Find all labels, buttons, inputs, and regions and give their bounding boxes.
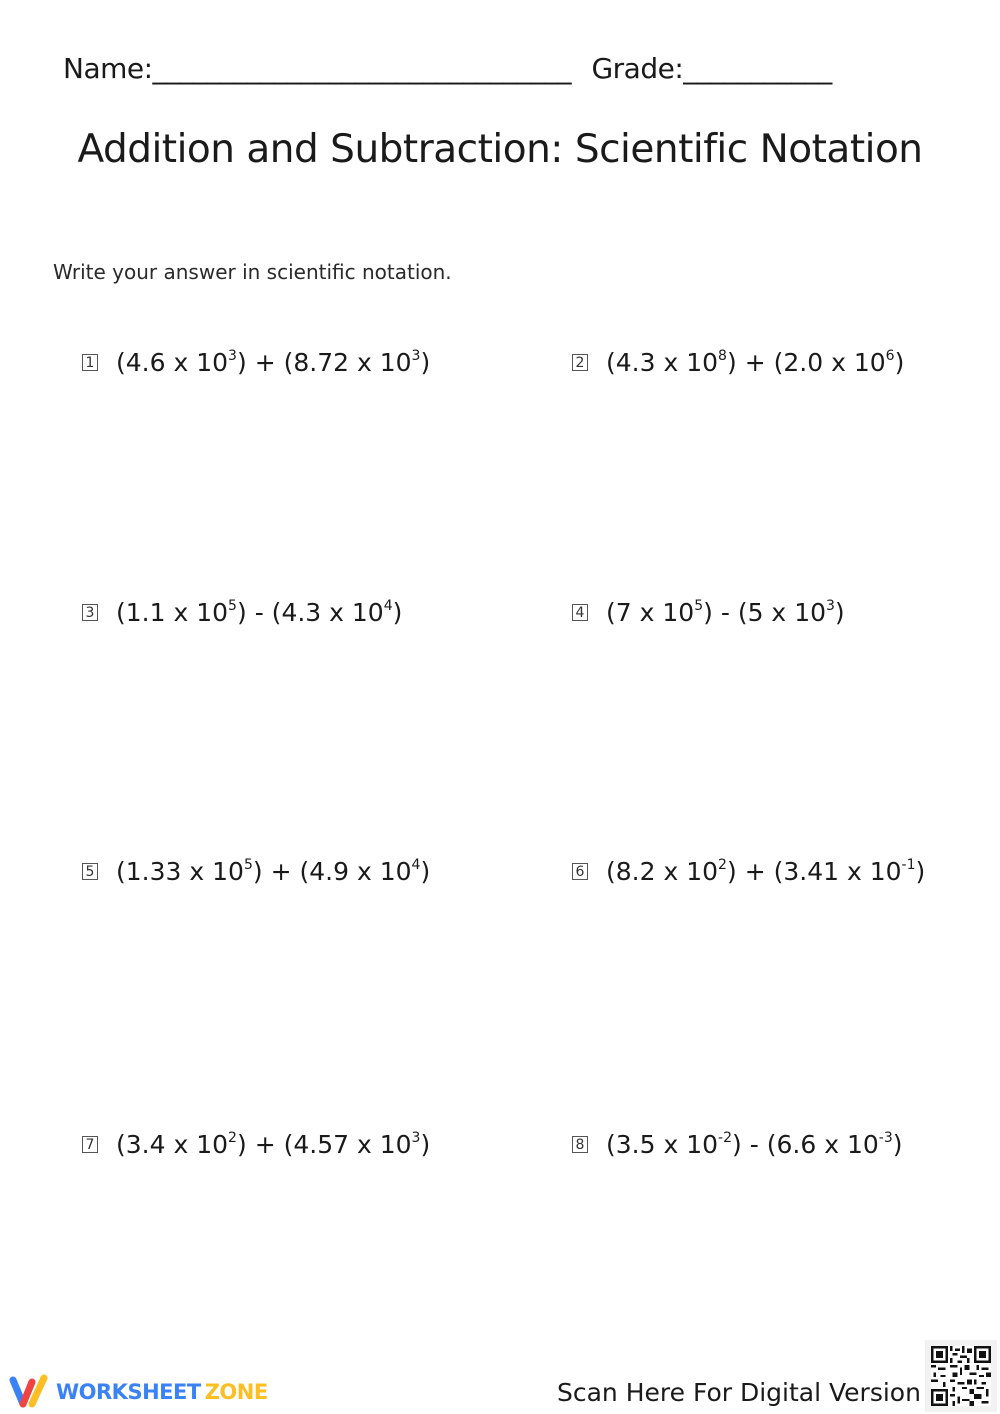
problem-3 (82, 598, 402, 627)
problem-expression: (7 x $10^5) - (5$ x $10^3$) (606, 598, 845, 627)
brand-name: WORKSHEET ZONE (56, 1380, 268, 1404)
problem-2 (572, 348, 904, 377)
problem-number-box: 3 (82, 604, 98, 621)
worksheet-title: Addition and Subtraction: Scientific Notation (77, 127, 923, 172)
problem-number-box: 4 (572, 604, 588, 621)
problem-expression: (1.1 x $10^5) - (4.3$ x $10^4$) (116, 598, 403, 627)
problem-expression: (3.5 x $10^{-2}) - (6.6$ x $10^{-3}$) (606, 1130, 903, 1159)
name-blank[interactable]: _______________________________ (152, 52, 572, 85)
problem-expression: (3.4 x $10^2) + (4.57$ x $10^3$) (116, 1130, 431, 1159)
problem-4 (572, 598, 845, 627)
instructions: Write your answer in scientific notation. (53, 260, 452, 284)
problem-expression: (4.6 x $10^3) + (8.72$ x $10^3$) (116, 348, 431, 377)
worksheet-zone-logo[interactable] (8, 1374, 268, 1410)
brand-w-icon (8, 1374, 50, 1410)
problem-number-box: 8 (572, 1136, 588, 1153)
problem-8 (572, 1130, 903, 1159)
problem-6 (572, 857, 925, 886)
problem-5 (82, 857, 430, 886)
problem-expression: (1.33 x $10^5) + (4.9$ x $10^4$) (116, 857, 431, 886)
problem-number-box: 6 (572, 863, 588, 880)
scan-instruction: Scan Here For Digital Version (557, 1378, 921, 1407)
problem-number-box: 5 (82, 863, 98, 880)
grade-label: Grade: (591, 52, 684, 85)
problem-expression: (8.2 x $10^2) + (3.41$ x $10^{-1}$) (606, 857, 926, 886)
grade-blank[interactable]: ___________ (683, 52, 832, 85)
name-label: Name: (63, 52, 153, 85)
problem-7 (82, 1130, 430, 1159)
problem-number-box: 2 (572, 354, 588, 371)
qr-code-icon[interactable] (925, 1340, 997, 1412)
problem-expression: (4.3 x $10^8) + (2.0$ x $10^6$) (606, 348, 905, 377)
problem-number-box: 7 (82, 1136, 98, 1153)
name-grade-line (63, 52, 832, 85)
problem-1 (82, 348, 430, 377)
problem-number-box: 1 (82, 354, 98, 371)
